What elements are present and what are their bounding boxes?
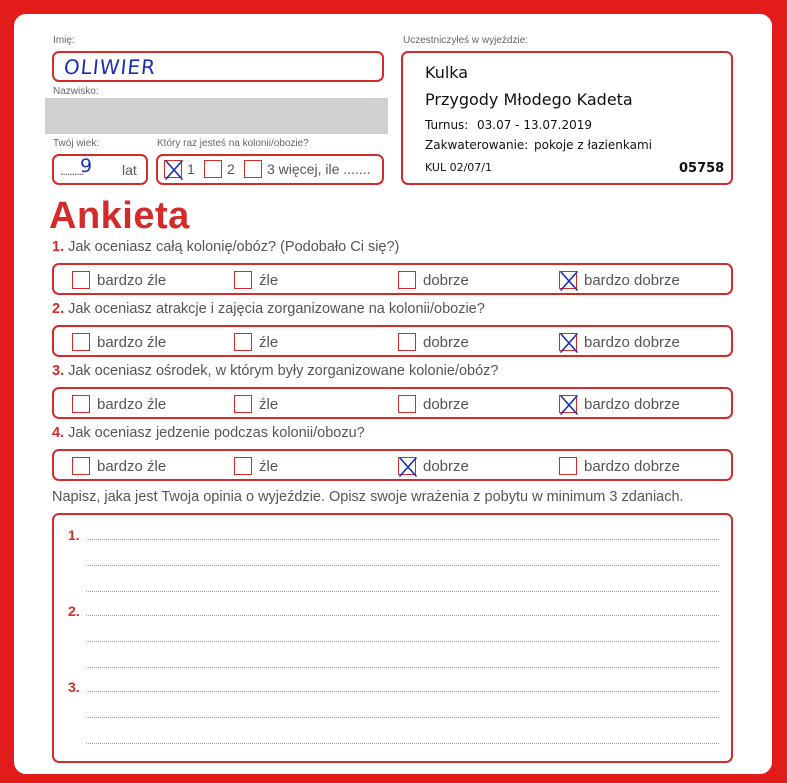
- trip-name: Przygody Młodego Kadeta: [425, 90, 633, 109]
- answer-checkbox[interactable]: [234, 333, 252, 351]
- answer-checkbox[interactable]: [398, 457, 416, 475]
- question-label: Jak oceniasz ośrodek, w którym były zorganizowane kolonie/obóz?: [68, 363, 499, 379]
- answer-label: dobrze: [423, 395, 469, 413]
- answer-checkbox[interactable]: [559, 333, 577, 351]
- answer-option[interactable]: [72, 270, 166, 290]
- question-3-answers: [52, 387, 733, 419]
- answer-option[interactable]: [398, 456, 469, 476]
- opinion-writing-line[interactable]: [86, 691, 719, 692]
- answer-label: bardzo źle: [97, 457, 167, 475]
- name-value: OLIWIER: [62, 55, 158, 79]
- times-option-1[interactable]: [164, 160, 195, 178]
- times-checkbox[interactable]: [164, 160, 182, 178]
- question-2-text: [52, 301, 485, 317]
- surname-label: Nazwisko:: [53, 86, 99, 97]
- question-label: Jak oceniasz całą kolonię/obóz? (Podobało Ci się?): [68, 239, 400, 255]
- times-option-label: 1: [187, 161, 195, 177]
- answer-option[interactable]: [559, 394, 680, 414]
- answer-checkbox[interactable]: [234, 271, 252, 289]
- corner-dot: [758, 44, 766, 52]
- answer-option[interactable]: [398, 332, 469, 352]
- opinion-line-number: 3.: [68, 679, 80, 695]
- answer-option[interactable]: [72, 394, 166, 414]
- times-checkbox[interactable]: [204, 160, 222, 178]
- age-unit: lat: [122, 162, 137, 178]
- surname-redacted: [45, 98, 388, 134]
- question-number: 1.: [52, 239, 65, 255]
- times-option-label: 3 więcej, ile .......: [267, 161, 371, 177]
- opinion-writing-line[interactable]: [86, 743, 719, 744]
- age-value: 9: [80, 155, 93, 177]
- answer-label: źle: [259, 333, 279, 351]
- opinion-writing-line[interactable]: [86, 717, 719, 718]
- turnus-value: 03.07 - 13.07.2019: [477, 118, 593, 132]
- answer-option[interactable]: [398, 270, 469, 290]
- answer-label: bardzo dobrze: [584, 333, 680, 351]
- answer-checkbox[interactable]: [398, 333, 416, 351]
- opinion-box[interactable]: [52, 513, 733, 763]
- answer-label: źle: [259, 271, 279, 289]
- participant-card: [401, 51, 733, 185]
- answer-checkbox[interactable]: [398, 271, 416, 289]
- answer-option[interactable]: [559, 270, 680, 290]
- question-number: 3.: [52, 363, 65, 379]
- participant-label: Uczestniczyłeś w wyjeździe:: [403, 35, 529, 46]
- answer-checkbox[interactable]: [398, 395, 416, 413]
- answer-label: dobrze: [423, 457, 469, 475]
- answer-checkbox[interactable]: [72, 395, 90, 413]
- answer-option[interactable]: [234, 456, 278, 476]
- answer-checkbox[interactable]: [559, 271, 577, 289]
- times-option-3[interactable]: [244, 160, 370, 178]
- survey-title: Ankieta: [49, 195, 190, 237]
- answer-label: źle: [259, 457, 279, 475]
- answer-label: dobrze: [423, 333, 469, 351]
- answer-label: dobrze: [423, 271, 469, 289]
- answer-checkbox[interactable]: [559, 395, 577, 413]
- question-label: Jak oceniasz jedzenie podczas kolonii/obozu?: [68, 425, 365, 441]
- opinion-writing-line[interactable]: [86, 667, 719, 668]
- opinion-line-number: 2.: [68, 603, 80, 619]
- answer-checkbox[interactable]: [72, 271, 90, 289]
- answer-label: bardzo dobrze: [584, 457, 680, 475]
- opinion-prompt: Napisz, jaka jest Twoja opinia o wyjeździe. Opisz swoje wrażenia z pobytu w minimum 3 zdaniach.: [52, 489, 684, 505]
- answer-checkbox[interactable]: [72, 457, 90, 475]
- answer-label: źle: [259, 395, 279, 413]
- accommodation-label: Zakwaterowanie:: [425, 138, 529, 152]
- times-option-label: 2: [227, 161, 235, 177]
- answer-checkbox[interactable]: [234, 395, 252, 413]
- question-1-answers: [52, 263, 733, 295]
- answer-option[interactable]: [72, 332, 166, 352]
- answer-option[interactable]: [559, 456, 680, 476]
- trip-code: KUL 02/07/1: [425, 161, 492, 174]
- opinion-writing-line[interactable]: [86, 615, 719, 616]
- turnus-label: Turnus:: [425, 118, 469, 132]
- answer-label: bardzo dobrze: [584, 271, 680, 289]
- question-2-answers: [52, 325, 733, 357]
- question-number: 4.: [52, 425, 65, 441]
- answer-option[interactable]: [398, 394, 469, 414]
- opinion-line-number: 1.: [68, 527, 80, 543]
- answer-checkbox[interactable]: [72, 333, 90, 351]
- answer-option[interactable]: [234, 270, 278, 290]
- opinion-writing-line[interactable]: [86, 565, 719, 566]
- answer-label: bardzo źle: [97, 333, 167, 351]
- opinion-writing-line[interactable]: [86, 539, 719, 540]
- times-label: Który raz jesteś na kolonii/obozie?: [157, 138, 309, 149]
- opinion-writing-line[interactable]: [86, 591, 719, 592]
- participant-name: Kulka: [425, 63, 469, 82]
- trip-number: 05758: [679, 161, 725, 176]
- answer-label: bardzo dobrze: [584, 395, 680, 413]
- answer-label: bardzo źle: [97, 395, 167, 413]
- accommodation-value: pokoje z łazienkami: [534, 138, 652, 152]
- answer-label: bardzo źle: [97, 271, 167, 289]
- opinion-writing-line[interactable]: [86, 641, 719, 642]
- answer-option[interactable]: [234, 394, 278, 414]
- answer-option[interactable]: [559, 332, 680, 352]
- name-field[interactable]: [52, 51, 384, 82]
- question-3-text: [52, 363, 498, 379]
- answer-option[interactable]: [234, 332, 278, 352]
- answer-checkbox[interactable]: [559, 457, 577, 475]
- age-dots: ..........: [60, 164, 84, 178]
- question-4-answers: [52, 449, 733, 481]
- age-field[interactable]: [52, 154, 148, 185]
- question-4-text: [52, 425, 365, 441]
- question-label: Jak oceniasz atrakcje i zajęcia zorganizowane na kolonii/obozie?: [68, 301, 485, 317]
- age-label: Twój wiek:: [53, 138, 100, 149]
- times-option-2[interactable]: [204, 160, 235, 178]
- times-checkbox[interactable]: [244, 160, 262, 178]
- name-label: Imię:: [53, 35, 75, 46]
- answer-checkbox[interactable]: [234, 457, 252, 475]
- answer-option[interactable]: [72, 456, 166, 476]
- question-number: 2.: [52, 301, 65, 317]
- question-1-text: [52, 239, 399, 255]
